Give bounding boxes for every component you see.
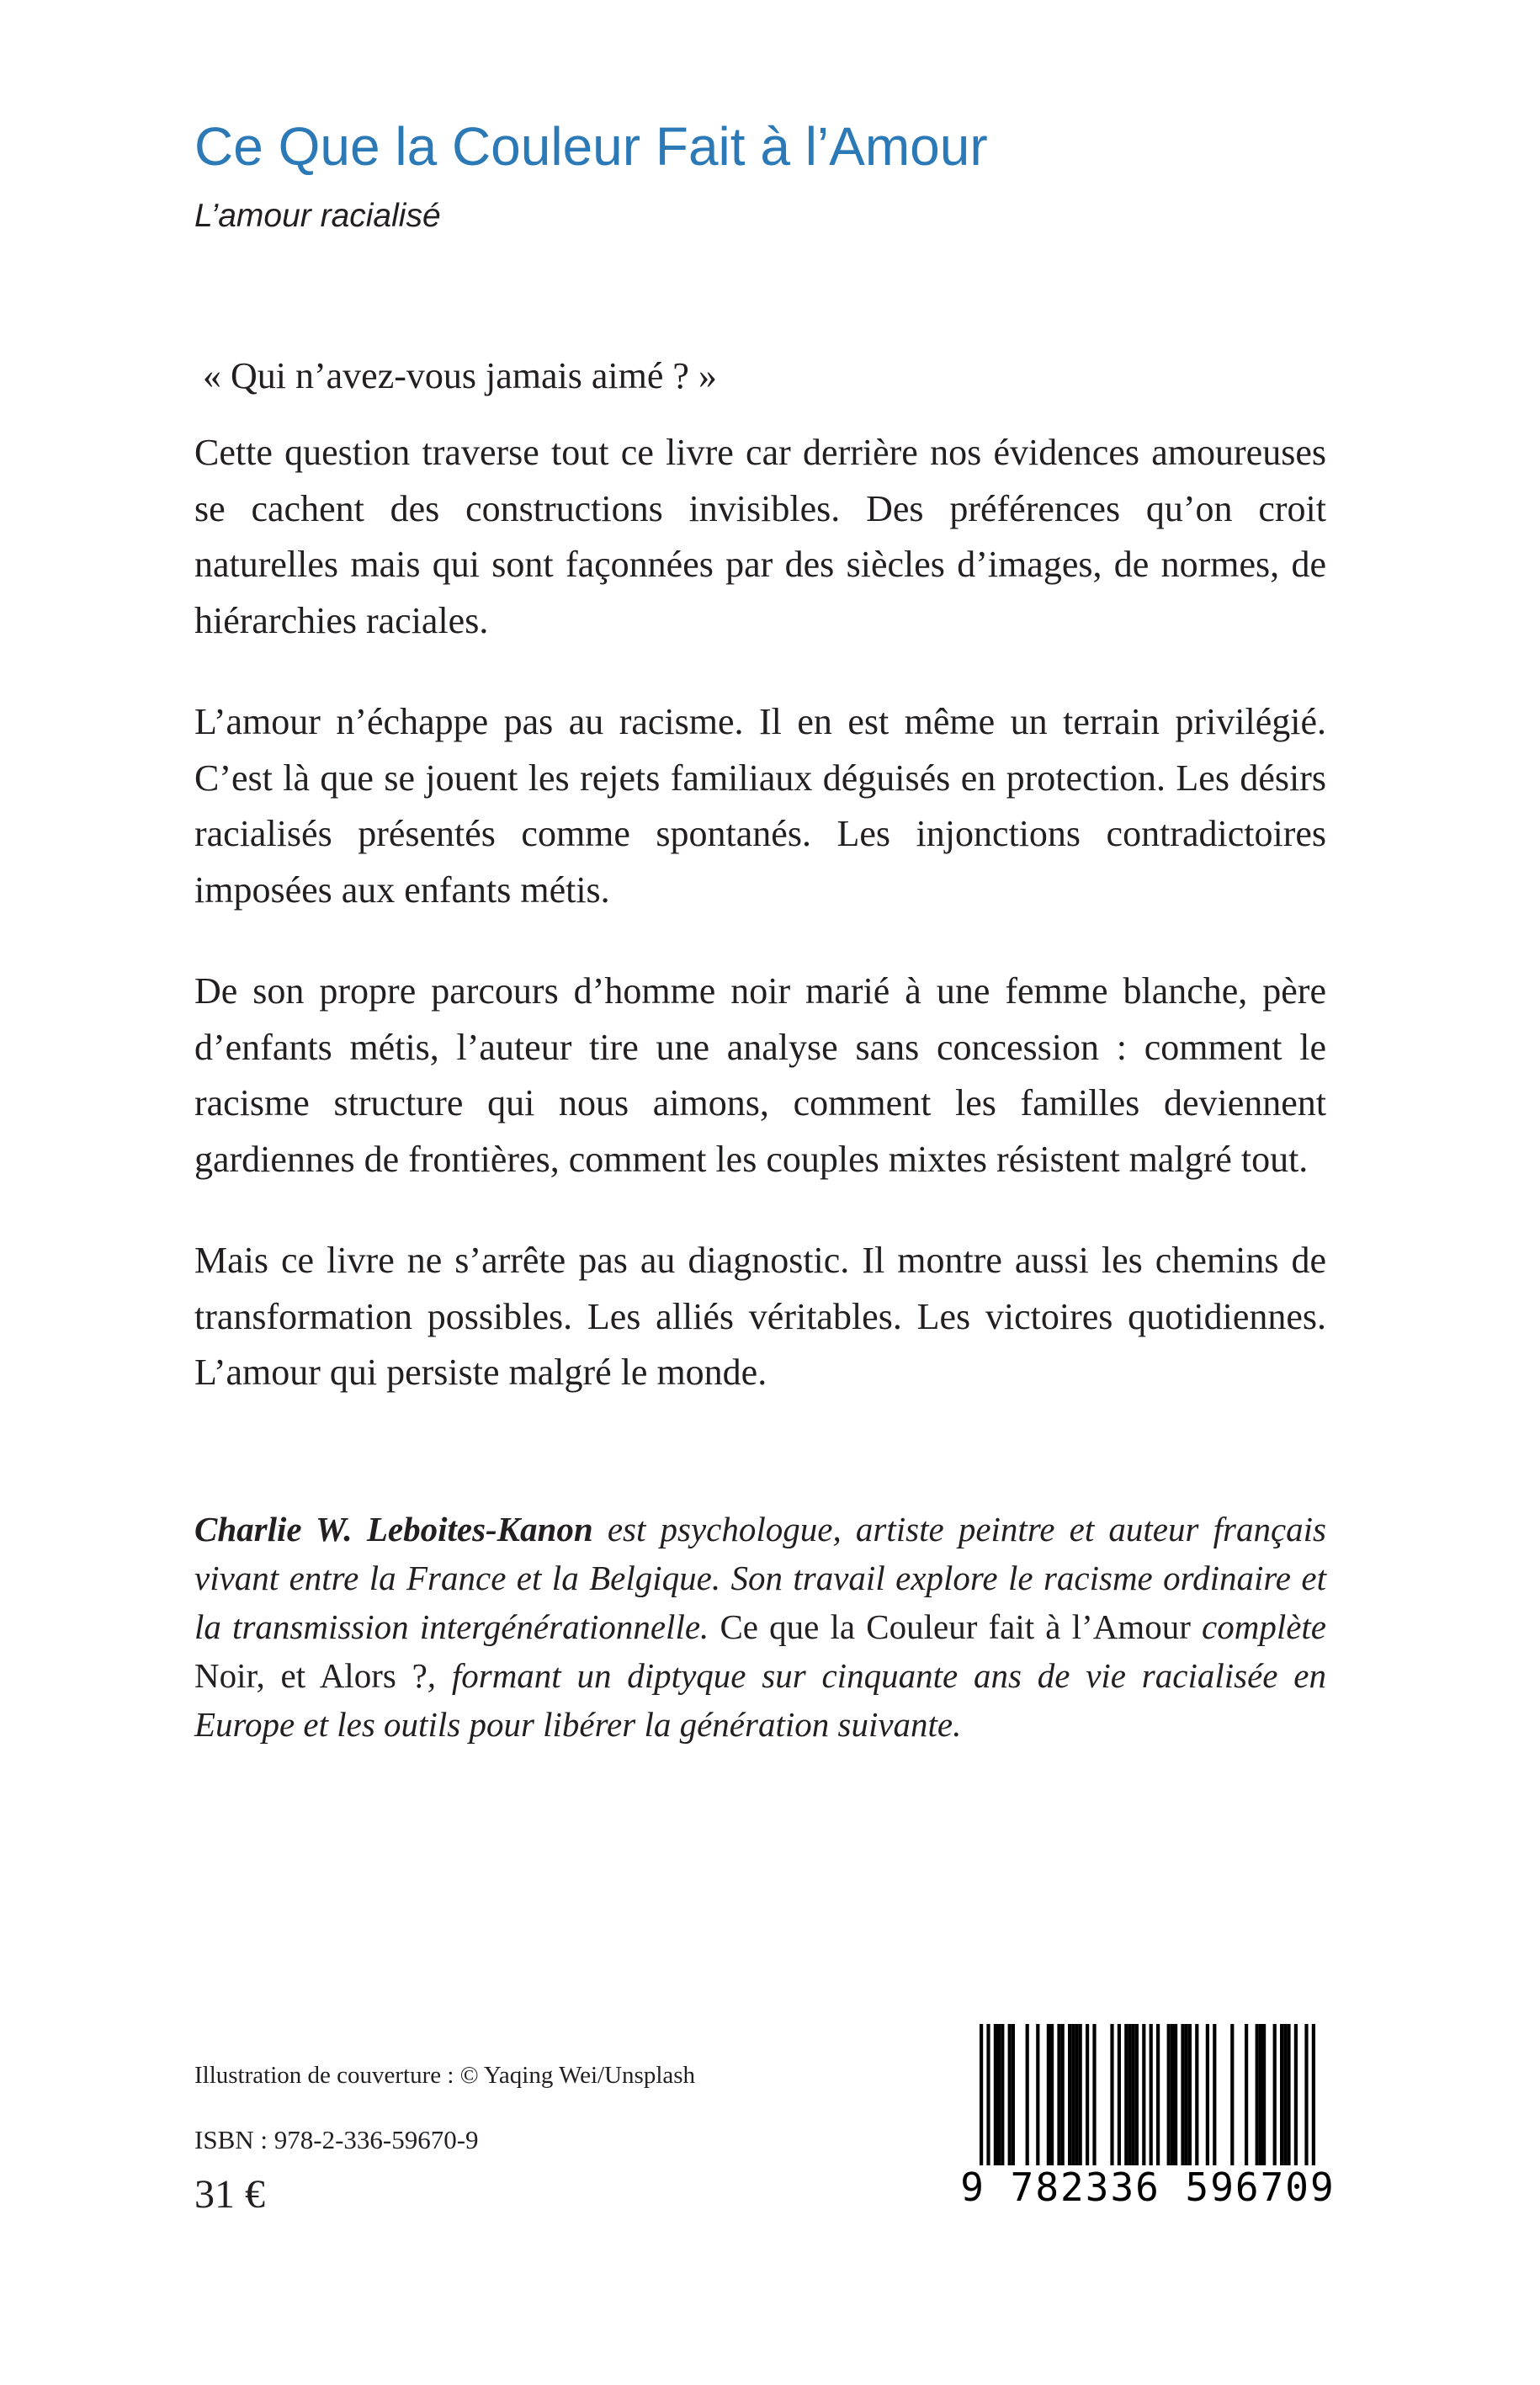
price: 31 € — [194, 2172, 265, 2217]
blurb-text — [194, 425, 1326, 1447]
opening-quote: « Qui n’avez-vous jamais aimé ? » — [203, 355, 717, 396]
isbn-barcode — [958, 2022, 1338, 2210]
author-name: Charlie W. Leboites-Kanon — [194, 1510, 593, 1548]
blurb-paragraph: De son propre parcours d’homme noir marié à une femme blanche, père d’enfants métis, l’auteur tire une analyse sans concession : comment le racisme structure qui nous aimons, comment les familles deviennent gardiennes de frontières, comment les couples mixtes résistent malgré tout. — [194, 970, 1326, 1180]
book-reference: Noir, et Alors ? — [194, 1656, 427, 1695]
blurb-paragraph: Mais ce livre ne s’arrête pas au diagnostic. Il montre aussi les chemins de transformation possibles. Les alliés véritables. Les victoires quotidiennes. L’amour qui persiste malgré le monde. — [194, 1240, 1326, 1393]
barcode-digits: 9 782336 596709 — [958, 2165, 1338, 2209]
bio-text: complète — [1190, 1607, 1327, 1646]
blurb-paragraph: L’amour n’échappe pas au racisme. Il en est même un terrain privilégié. C’est là que se jouent les rejets familiaux déguisés en protection. Les désirs racialisés présentés comme spontanés. Les injonctions contradictoires imposées aux enfants métis. — [194, 701, 1326, 911]
illustration-credit: Illustration de couverture : © Yaqing Wei/Unsplash — [194, 2062, 696, 2089]
isbn-number: ISBN : 978-2-336-59670-9 — [194, 2125, 479, 2154]
book-reference: Ce que la Couleur fait à l’Amour — [720, 1607, 1191, 1646]
book-subtitle: L’amour racialisé — [194, 198, 441, 234]
book-title: Ce Que la Couleur Fait à l’Amour — [194, 116, 988, 177]
author-bio — [194, 1505, 1326, 1749]
blurb-paragraph: Cette question traverse tout ce livre car derrière nos évidences amoureuses se cachent des constructions invisibles. Des préférences qu’on croit naturelles mais qui sont façonnées par des siècles d’images, de normes, de hiérarchies raciales. — [194, 432, 1326, 641]
bio-text: est psychologue, artiste peintre et auteur français vivant entre la France et la Belgique. Son travail explore le racisme ordinaire et la transmission intergénérationnelle. — [194, 1510, 1326, 1646]
bio-text: , formant un diptyque sur cinquante ans de vie racialisée en Europe et les outils pour libérer la génération suivante. — [194, 1656, 1326, 1744]
